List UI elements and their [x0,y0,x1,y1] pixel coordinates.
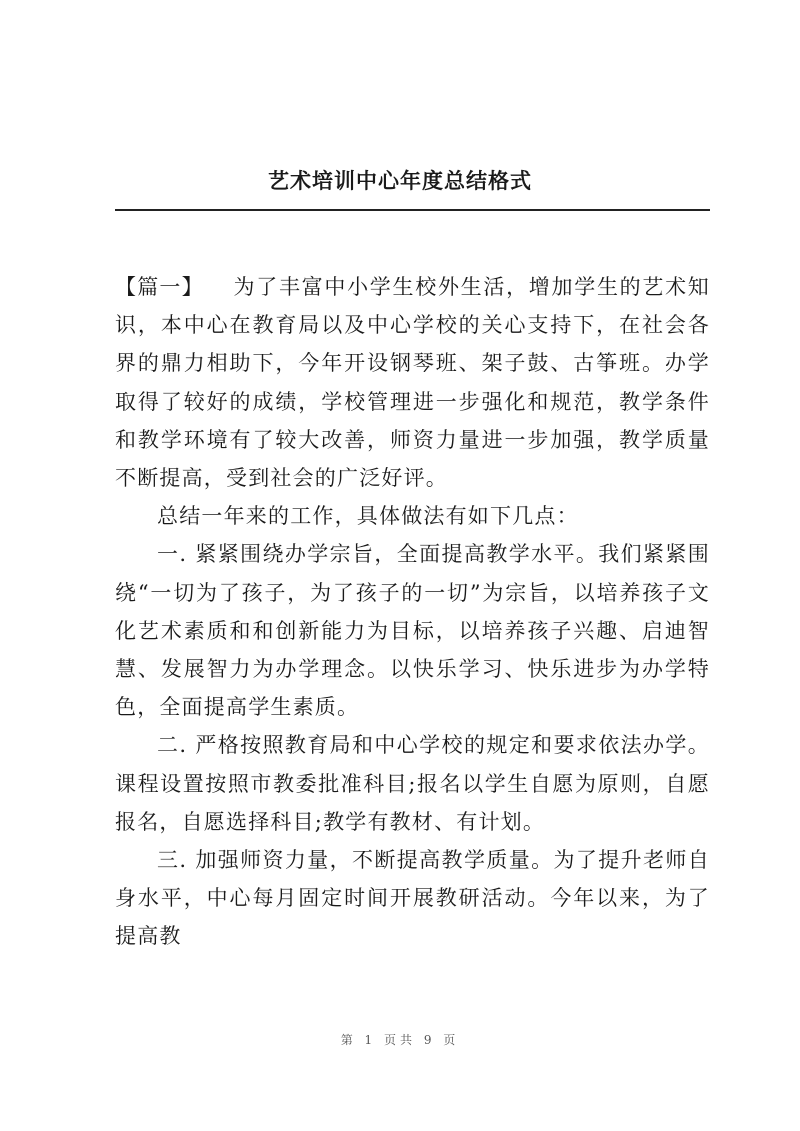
paragraph-point-2: 二. 严格按照教育局和中心学校的规定和要求依法办学。课程设置按照市教委批准科目;报名以学生自愿为原则，自愿报名，自愿选择科目;教学有教材、有计划。 [115,733,710,834]
paragraph-point-3: 三. 加强师资力量，不断提高教学质量。为了提升老师自身水平，中心每月固定时间开展教研活动。今年以来，为了提高教 [115,848,710,949]
document-body [115,268,710,956]
section-tag: 【篇一】 [115,275,204,299]
paragraph-intro-text: 为了丰富中小学生校外生活，增加学生的艺术知识，本中心在教育局以及中心学校的关心支持下，在社会各界的鼎力相助下，今年开设钢琴班、架子鼓、古筝班。办学取得了较好的成绩，学校管理进一步强化和规范，教学条件和教学环境有了较大改善，师资力量进一步加强，教学质量不断提高，受到社会的广泛好评。 [115,275,710,491]
document-title: 艺术培训中心年度总结格式 [268,168,532,193]
page-number-footer: 第 1 页共 9 页 [340,1033,460,1047]
title-divider [115,209,710,211]
paragraph-intro [115,268,710,497]
paragraph-summary-lead: 总结一年来的工作，具体做法有如下几点： [157,504,579,529]
paragraph-point-1: 一. 紧紧围绕办学宗旨，全面提高教学水平。我们紧紧围绕“一切为了孩子，为了孩子的一切”为宗旨，以培养孩子文化艺术素质和和创新能力为目标，以培养孩子兴趣、启迪智慧、发展智力为办学理念。以快乐学习、快乐进步为办学特色，全面提高学生素质。 [115,542,710,720]
